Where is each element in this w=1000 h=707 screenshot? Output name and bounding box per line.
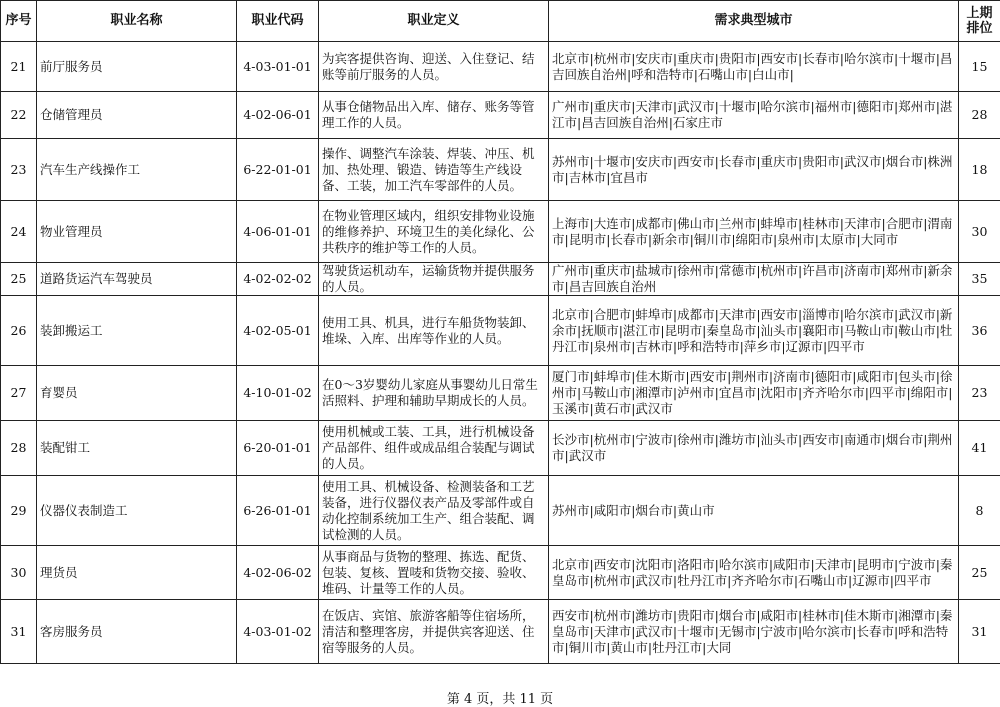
table-row bbox=[1, 546, 1000, 600]
cell-definition: 使用工具、机具，进行车船货物装卸、堆垛、入库、出库等作业的人员。 bbox=[319, 296, 549, 366]
cell-definition: 在0～3岁婴幼儿家庭从事婴幼儿日常生活照料、护理和辅助早期成长的人员。 bbox=[319, 366, 549, 421]
cell-seq: 31 bbox=[1, 600, 37, 664]
cell-definition: 从事商品与货物的整理、拣选、配货、包装、复核、置唛和货物交接、验收、堆码、计量等工作的人员。 bbox=[319, 546, 549, 600]
cell-code: 4-02-06-02 bbox=[237, 546, 319, 600]
cell-prev-rank: 28 bbox=[959, 92, 1000, 139]
cell-code: 6-22-01-01 bbox=[237, 139, 319, 201]
header-definition: 职业定义 bbox=[319, 1, 549, 42]
cell-name: 客房服务员 bbox=[37, 600, 237, 664]
cell-cities: 北京市|杭州市|安庆市|重庆市|贵阳市|西安市|长春市|哈尔滨市|十堰市|昌吉回族自治州|呼和浩特市|石嘴山市|白山市| bbox=[549, 42, 959, 92]
header-seq: 序号 bbox=[1, 1, 37, 42]
cell-name: 道路货运汽车驾驶员 bbox=[37, 263, 237, 296]
cell-seq: 22 bbox=[1, 92, 37, 139]
header-code: 职业代码 bbox=[237, 1, 319, 42]
table-row bbox=[1, 476, 1000, 546]
header-row bbox=[1, 1, 1000, 42]
cell-cities: 长沙市|杭州市|宁波市|徐州市|潍坊市|汕头市|西安市|南通市|烟台市|荆州市|武汉市 bbox=[549, 421, 959, 476]
cell-prev-rank: 23 bbox=[959, 366, 1000, 421]
cell-prev-rank: 15 bbox=[959, 42, 1000, 92]
page-footer: 第 4 页，共 11 页 bbox=[0, 688, 1000, 707]
header-cities: 需求典型城市 bbox=[549, 1, 959, 42]
header-name: 职业名称 bbox=[37, 1, 237, 42]
cell-name: 仪器仪表制造工 bbox=[37, 476, 237, 546]
cell-code: 6-26-01-01 bbox=[237, 476, 319, 546]
table-row bbox=[1, 92, 1000, 139]
cell-seq: 24 bbox=[1, 201, 37, 263]
cell-seq: 27 bbox=[1, 366, 37, 421]
cell-cities: 广州市|重庆市|盐城市|徐州市|常德市|杭州市|许昌市|济南市|郑州市|新余市|昌吉回族自治州 bbox=[549, 263, 959, 296]
cell-name: 汽车生产线操作工 bbox=[37, 139, 237, 201]
cell-seq: 26 bbox=[1, 296, 37, 366]
cell-definition: 在物业管理区域内，组织安排物业设施的维修养护、环境卫生的美化绿化、公共秩序的维护等工作的人员。 bbox=[319, 201, 549, 263]
cell-prev-rank: 8 bbox=[959, 476, 1000, 546]
cell-cities: 上海市|大连市|成都市|佛山市|兰州市|蚌埠市|桂林市|天津市|合肥市|渭南市|昆明市|长春市|新余市|铜川市|绵阳市|泉州市|太原市|大同市 bbox=[549, 201, 959, 263]
cell-cities: 北京市|合肥市|蚌埠市|成都市|天津市|西安市|淄博市|哈尔滨市|武汉市|新余市|抚顺市|湛江市|昆明市|秦皇岛市|汕头市|襄阳市|马鞍山市|鞍山市|牡丹江市|泉州市|吉林市|呼和浩特市|萍乡市|辽源市|四平市 bbox=[549, 296, 959, 366]
cell-prev-rank: 30 bbox=[959, 201, 1000, 263]
cell-name: 物业管理员 bbox=[37, 201, 237, 263]
cell-code: 6-20-01-01 bbox=[237, 421, 319, 476]
cell-seq: 25 bbox=[1, 263, 37, 296]
cell-prev-rank: 35 bbox=[959, 263, 1000, 296]
table-row bbox=[1, 201, 1000, 263]
table-row bbox=[1, 42, 1000, 92]
cell-name: 装配钳工 bbox=[37, 421, 237, 476]
cell-name: 仓储管理员 bbox=[37, 92, 237, 139]
cell-definition: 使用工具、机械设备、检测装备和工艺装备，进行仪器仪表产品及零部件或自动化控制系统加工生产、组合装配、调试检测的人员。 bbox=[319, 476, 549, 546]
cell-name: 理货员 bbox=[37, 546, 237, 600]
cell-definition: 在饭店、宾馆、旅游客船等住宿场所，清洁和整理客房，并提供宾客迎送、住宿等服务的人员。 bbox=[319, 600, 549, 664]
cell-prev-rank: 31 bbox=[959, 600, 1000, 664]
cell-code: 4-10-01-02 bbox=[237, 366, 319, 421]
table-row bbox=[1, 600, 1000, 664]
cell-seq: 21 bbox=[1, 42, 37, 92]
cell-definition: 使用机械或工装、工具，进行机械设备产品部件、组件或成品组合装配与调试的人员。 bbox=[319, 421, 549, 476]
cell-cities: 北京市|西安市|沈阳市|洛阳市|哈尔滨市|咸阳市|天津市|昆明市|宁波市|秦皇岛市|杭州市|武汉市|牡丹江市|齐齐哈尔市|石嘴山市|辽源市|四平市 bbox=[549, 546, 959, 600]
table-row bbox=[1, 296, 1000, 366]
cell-definition: 从事仓储物品出入库、储存、账务等管理工作的人员。 bbox=[319, 92, 549, 139]
cell-name: 装卸搬运工 bbox=[37, 296, 237, 366]
cell-seq: 29 bbox=[1, 476, 37, 546]
cell-cities: 广州市|重庆市|天津市|武汉市|十堰市|哈尔滨市|福州市|德阳市|郑州市|湛江市|昌吉回族自治州|石家庄市 bbox=[549, 92, 959, 139]
cell-name: 育婴员 bbox=[37, 366, 237, 421]
header-prev-rank: 上期排位 bbox=[959, 1, 1000, 42]
cell-code: 4-02-06-01 bbox=[237, 92, 319, 139]
cell-code: 4-03-01-01 bbox=[237, 42, 319, 92]
table-row bbox=[1, 139, 1000, 201]
cell-cities: 厦门市|蚌埠市|佳木斯市|西安市|荆州市|济南市|德阳市|咸阳市|包头市|徐州市|马鞍山市|湘潭市|泸州市|宜昌市|沈阳市|齐齐哈尔市|四平市|绵阳市|玉溪市|黄石市|武汉市 bbox=[549, 366, 959, 421]
table-row bbox=[1, 263, 1000, 296]
table-row bbox=[1, 421, 1000, 476]
cell-prev-rank: 36 bbox=[959, 296, 1000, 366]
table-row bbox=[1, 366, 1000, 421]
cell-code: 4-02-05-01 bbox=[237, 296, 319, 366]
cell-definition: 操作、调整汽车涂装、焊装、冲压、机加、热处理、锻造、铸造等生产线设备、工装，加工汽车零部件的人员。 bbox=[319, 139, 549, 201]
cell-prev-rank: 41 bbox=[959, 421, 1000, 476]
cell-cities: 苏州市|十堰市|安庆市|西安市|长春市|重庆市|贵阳市|武汉市|烟台市|株洲市|吉林市|宜昌市 bbox=[549, 139, 959, 201]
cell-cities: 苏州市|咸阳市|烟台市|黄山市 bbox=[549, 476, 959, 546]
cell-seq: 23 bbox=[1, 139, 37, 201]
cell-code: 4-06-01-01 bbox=[237, 201, 319, 263]
cell-seq: 28 bbox=[1, 421, 37, 476]
cell-prev-rank: 18 bbox=[959, 139, 1000, 201]
cell-seq: 30 bbox=[1, 546, 37, 600]
cell-prev-rank: 25 bbox=[959, 546, 1000, 600]
cell-name: 前厅服务员 bbox=[37, 42, 237, 92]
cell-code: 4-02-02-02 bbox=[237, 263, 319, 296]
cell-definition: 驾驶货运机动车，运输货物并提供服务的人员。 bbox=[319, 263, 549, 296]
cell-code: 4-03-01-02 bbox=[237, 600, 319, 664]
cell-cities: 西安市|杭州市|潍坊市|贵阳市|烟台市|咸阳市|桂林市|佳木斯市|湘潭市|秦皇岛市|天津市|武汉市|十堰市|无锡市|宁波市|哈尔滨市|长春市|呼和浩特市|铜川市|黄山市|牡丹江市|大同 bbox=[549, 600, 959, 664]
cell-definition: 为宾客提供咨询、迎送、入住登记、结账等前厅服务的人员。 bbox=[319, 42, 549, 92]
